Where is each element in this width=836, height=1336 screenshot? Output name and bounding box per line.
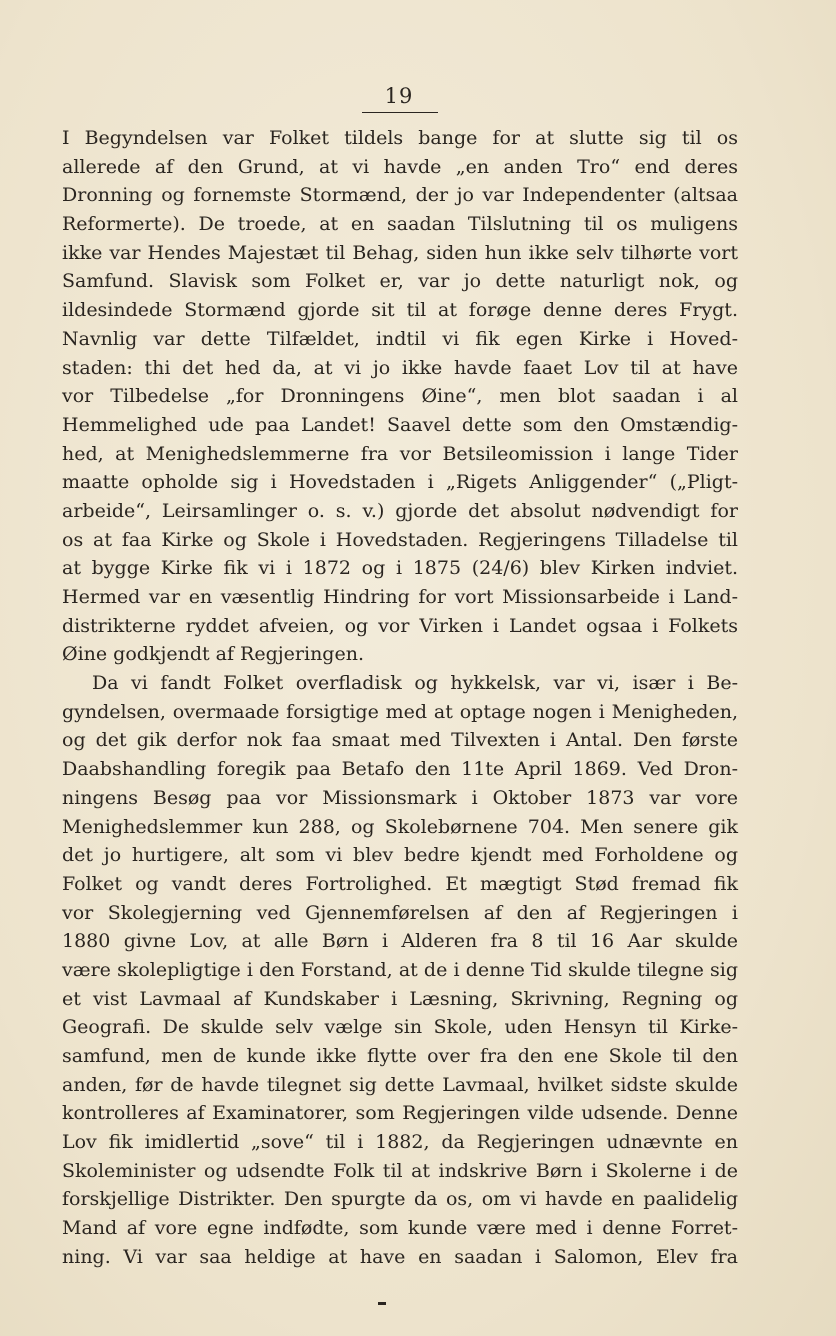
text-line: et vist Lavmaal af Kundskaber i Læsning, Skrivning, Regning og xyxy=(62,987,738,1010)
text-line: Daabshandling foregik paa Betafo den 11te April 1869. Ved Dron- xyxy=(62,758,738,781)
text-line: det jo hurtigere, alt som vi blev bedre kjendt med Forholdene og xyxy=(62,844,738,867)
text-line: Geografi. De skulde selv vælge sin Skole, uden Hensyn til Kirke- xyxy=(62,1016,738,1039)
text-line: maatte opholde sig i Hovedstaden i „Rigets Anliggender“ („Pligt- xyxy=(62,471,738,494)
text-line: og det gik derfor nok faa smaat med Tilvexten i Antal. Den første xyxy=(62,729,738,752)
text-line: Dronning og fornemste Stormænd, der jo var Independenter (altsaa xyxy=(62,184,738,207)
text-line: være skolepligtige i den Forstand, at de i denne Tid skulde tilegne sig xyxy=(62,958,738,981)
footer-mark xyxy=(378,1302,386,1305)
header-rule xyxy=(362,112,438,113)
text-line: Da vi fandt Folket overfladisk og hykkelsk, var vi, især i Be- xyxy=(92,672,738,695)
page-number: 19 xyxy=(384,84,414,108)
text-line: os at faa Kirke og Skole i Hovedstaden. Regjeringens Tilladelse til xyxy=(62,528,738,551)
text-line: Skoleminister og udsendte Folk til at indskrive Børn i Skolerne i de xyxy=(62,1159,738,1182)
text-line: Menighedslemmer kun 288, og Skolebørnene 704. Men senere gik xyxy=(62,815,738,838)
text-line: distrikterne ryddet afveien, og vor Virken i Landet ogsaa i Folkets xyxy=(62,614,738,637)
text-line: vor Skolegjerning ved Gjennemførelsen af den af Regjeringen i xyxy=(62,901,738,924)
text-line: Øine godkjendt af Regjeringen. xyxy=(62,643,364,666)
text-line: Lov fik imidlertid „sove“ til i 1882, da Regjeringen udnævnte en xyxy=(62,1131,738,1154)
text-line: I Begyndelsen var Folket tildels bange for at slutte sig til os xyxy=(62,127,738,149)
text-line: Folket og vandt deres Fortrolighed. Et mægtigt Stød fremad fik xyxy=(62,872,738,895)
text-line: Hermed var en væsentlig Hindring for vort Missionsarbeide i Land- xyxy=(62,586,738,608)
text-line: gyndelsen, overmaade forsigtige med at optage nogen i Menigheden, xyxy=(62,700,738,723)
text-line: kontrolleres af Examinatorer, som Regjeringen vilde udsende. Denne xyxy=(62,1102,738,1125)
text-line: Hemmelighed ude paa Landet! Saavel dette som den Omstændig- xyxy=(62,413,738,436)
text-line: arbeide“, Leirsamlinger o. s. v.) gjorde det absolut nødvendigt for xyxy=(62,499,738,522)
text-line: 1880 givne Lov, at alle Børn i Alderen fra 8 til 16 Aar skulde xyxy=(62,930,738,953)
text-line: Navnlig var dette Tilfældet, indtil vi fik egen Kirke i Hoved- xyxy=(62,327,738,350)
text-line: ildesindede Stormænd gjorde sit til at forøge denne deres Frygt. xyxy=(62,299,738,322)
text-line: hed, at Menighedslemmerne fra vor Betsileomission i lange Tider xyxy=(62,442,738,465)
text-line: samfund, men de kunde ikke flytte over fra den ene Skole til den xyxy=(62,1045,738,1067)
text-line: anden, før de havde tilegnet sig dette Lavmaal, hvilket sidste skulde xyxy=(62,1073,738,1096)
text-line: ning. Vi var saa heldige at have en saadan i Salomon, Elev fra xyxy=(62,1245,738,1268)
text-line: Mand af vore egne indfødte, som kunde være med i denne Forret- xyxy=(62,1217,738,1240)
text-line: ikke var Hendes Majestæt til Behag, siden hun ikke selv tilhørte vort xyxy=(62,241,738,264)
text-line: allerede af den Grund, at vi havde „en anden Tro“ end deres xyxy=(62,155,738,178)
text-line: at bygge Kirke fik vi i 1872 og i 1875 (24/6) blev Kirken indviet. xyxy=(62,557,738,580)
text-line: Samfund. Slavisk som Folket er, var jo dette naturligt nok, og xyxy=(62,270,738,293)
body-text xyxy=(62,124,738,1272)
text-line: Reformerte). De troede, at en saadan Tilslutning til os muligens xyxy=(62,213,738,236)
text-line: ningens Besøg paa vor Missionsmark i Oktober 1873 var vore xyxy=(62,786,738,809)
text-line: forskjellige Distrikter. Den spurgte da os, om vi havde en paalidelig xyxy=(62,1188,738,1211)
text-line: staden: thi det hed da, at vi jo ikke havde faaet Lov til at have xyxy=(62,356,738,379)
text-line: vor Tilbedelse „for Dronningens Øine“, men blot saadan i al xyxy=(62,385,738,408)
